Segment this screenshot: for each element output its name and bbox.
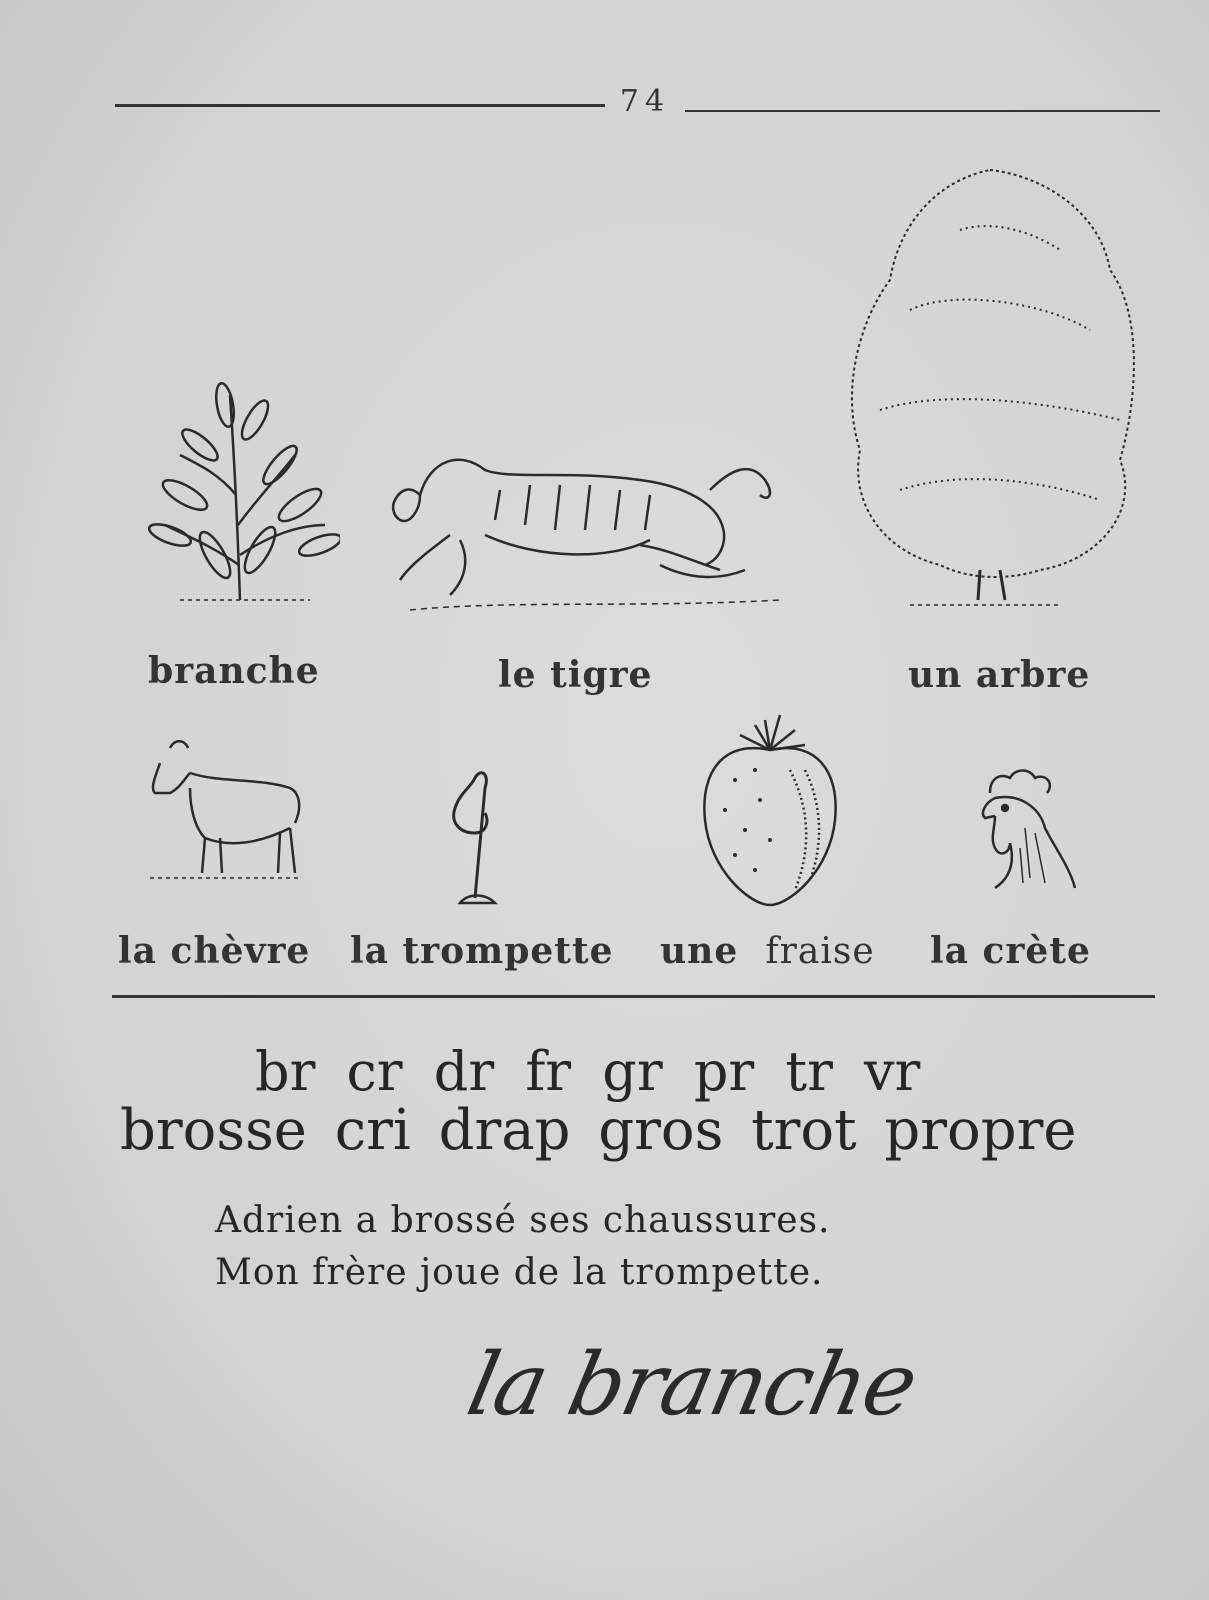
- tree-icon: [840, 160, 1150, 615]
- cursive-word: la branche: [459, 1335, 925, 1435]
- goat-icon: [140, 738, 310, 883]
- caption-le-tigre: le tigre: [498, 654, 653, 696]
- caption-la-chevre: la chèvre: [118, 930, 311, 972]
- caption-la-crete: la crète: [930, 930, 1091, 972]
- sentence-2: Mon frère joue de la trompette.: [215, 1252, 824, 1293]
- caption-branche: branche: [148, 650, 320, 692]
- caption-une-fraise: [660, 930, 875, 972]
- tiger-icon: [390, 440, 790, 620]
- word-row: brosse cri drap gros trot propre: [120, 1098, 1077, 1163]
- caption-un-arbre: un arbre: [908, 654, 1091, 696]
- caption-la-trompette: la trompette: [350, 930, 614, 972]
- caption-une-fraise-article: une: [660, 930, 766, 972]
- strawberry-icon: [695, 710, 845, 910]
- section-divider: [112, 995, 1155, 998]
- rooster-head-icon: [975, 768, 1080, 893]
- header-rule-left: [115, 104, 605, 107]
- header-rule-right: [685, 110, 1160, 112]
- caption-une-fraise-noun: fraise: [765, 931, 875, 972]
- digraph-row: br cr dr fr gr pr tr vr: [255, 1040, 921, 1103]
- page-number: 74: [619, 84, 671, 119]
- sentence-1: Adrien a brossé ses chaussures.: [215, 1200, 831, 1241]
- trumpet-icon: [440, 768, 510, 908]
- branch-icon: [140, 375, 340, 610]
